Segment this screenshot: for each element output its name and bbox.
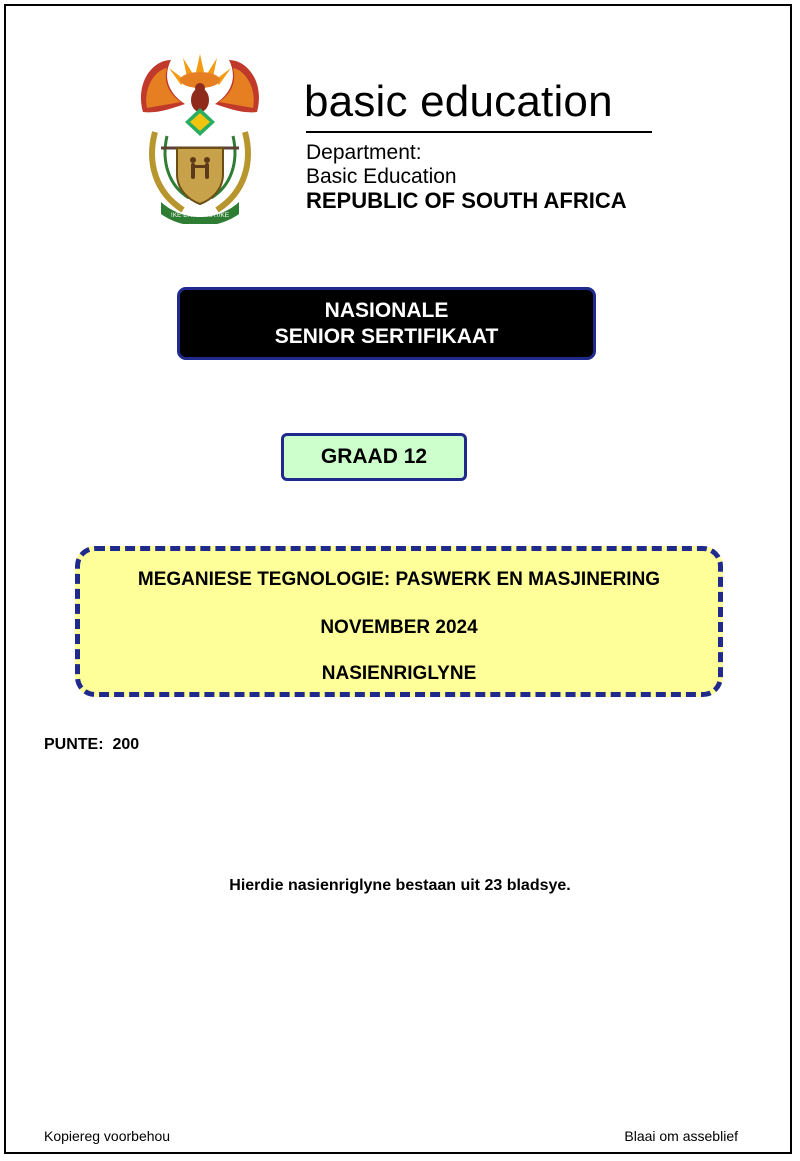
exam-session: NOVEMBER 2024 bbox=[320, 617, 478, 638]
coat-of-arms-logo bbox=[133, 52, 267, 224]
turn-page-footer: Blaai om asseblief bbox=[624, 1128, 738, 1144]
subject-panel bbox=[75, 546, 723, 697]
country-name: REPUBLIC OF SOUTH AFRICA bbox=[306, 188, 627, 213]
brand-divider bbox=[306, 131, 652, 133]
certificate-line-2: SENIOR SERTIFIKAAT bbox=[274, 324, 499, 348]
certificate-line-1: NASIONALE bbox=[324, 298, 449, 322]
brand-title: basic education bbox=[304, 77, 613, 126]
total-marks: PUNTE: 200 bbox=[44, 736, 140, 753]
copyright-footer: Kopiereg voorbehou bbox=[44, 1128, 171, 1144]
crest-motto: !KE E: /XARRA //KE bbox=[170, 212, 230, 219]
grade-badge: GRAAD 12 bbox=[281, 433, 467, 481]
subject-title: MEGANIESE TEGNOLOGIE: PASWERK EN MASJINERING bbox=[137, 569, 661, 590]
certificate-banner bbox=[177, 287, 596, 360]
document-type: NASIENRIGLYNE bbox=[321, 663, 477, 684]
department-name: Basic Education bbox=[306, 165, 457, 188]
department-label: Department: bbox=[306, 141, 422, 164]
page-count-note: Hierdie nasienriglyne bestaan uit 23 bladsye. bbox=[229, 877, 571, 894]
